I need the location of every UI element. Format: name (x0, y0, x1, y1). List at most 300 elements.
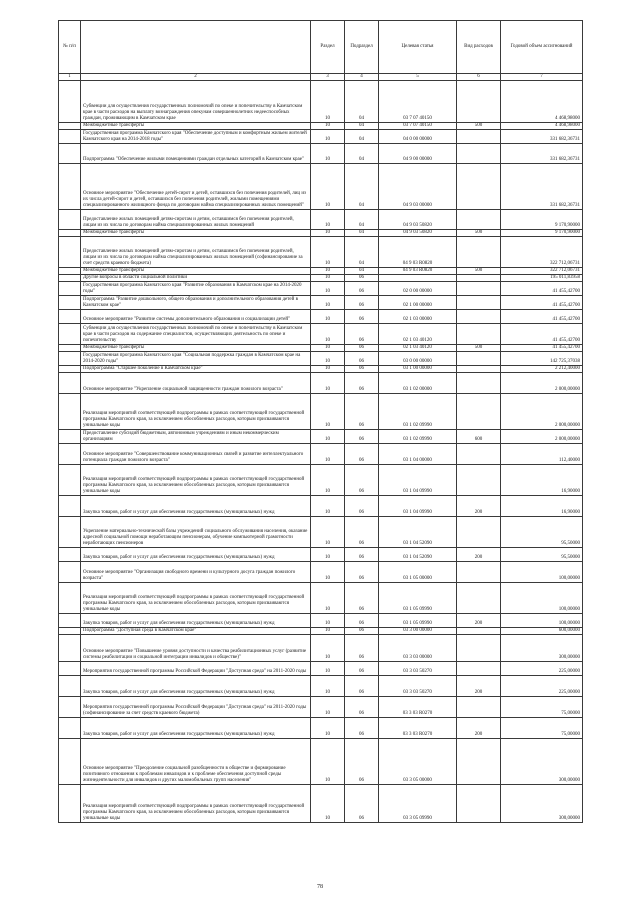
row-number-cell (59, 373, 81, 394)
row-subsection-cell: 06 (345, 562, 379, 583)
header-row (59, 21, 583, 74)
row-amount-cell: 4 468,98000 (501, 81, 583, 123)
table-row (59, 310, 583, 324)
column-number-row (59, 74, 583, 81)
col-header-amount: Годовой объем ассигнований (501, 21, 583, 74)
row-subsection-cell: 06 (345, 548, 379, 562)
row-expense-type-cell: 500 (457, 123, 501, 130)
row-section-cell: 10 (311, 81, 345, 123)
row-subsection-cell: 06 (345, 275, 379, 282)
row-amount-cell: 41 455,42700 (501, 310, 583, 324)
row-article-cell: 02 1 03 00000 (379, 310, 457, 324)
row-article-cell: 03 1 05 09990 (379, 583, 457, 614)
row-amount-cell: 16,90000 (501, 465, 583, 496)
row-subsection-cell: 04 (345, 81, 379, 123)
row-number-cell (59, 444, 81, 465)
row-number-cell (59, 517, 81, 548)
row-name-cell: Подпрограмма "Доступная среда в Камчатском крае" (81, 628, 311, 635)
column-number: 1 (59, 74, 81, 81)
row-number-cell (59, 785, 81, 823)
table-row (59, 614, 583, 628)
table-row (59, 324, 583, 345)
row-expense-type-cell (457, 366, 501, 373)
row-name-cell: Закупка товаров, работ и услуг для обеспечения государственных (муниципальных) нужд (81, 614, 311, 628)
row-number-cell (59, 662, 81, 676)
row-number-cell (59, 676, 81, 697)
row-amount-cell: 300,00000 (501, 739, 583, 785)
row-subsection-cell: 06 (345, 697, 379, 718)
row-name-cell: Государственная программа Камчатского края "Социальная поддержка граждан в Камчатском крае на 2014-2020 годы" (81, 352, 311, 366)
row-name-cell: Основное мероприятие "Обеспечение детей-сирот и детей, оставшихся без попечения родителей, лиц из их числа детей-сирот и детей, оставшихся без попечения родителей, жилыми помещениями специализированного жилищного фонда по договорам найма специализированных жилых помещений" (81, 164, 311, 210)
row-subsection-cell: 04 (345, 230, 379, 237)
row-expense-type-cell (457, 465, 501, 496)
col-header-section: Раздел (311, 21, 345, 74)
row-name-cell: Основное мероприятие "Организация свободного времени и культурного досуга граждан пожилого возраста" (81, 562, 311, 583)
row-section-cell: 10 (311, 123, 345, 130)
row-subsection-cell: 06 (345, 310, 379, 324)
row-article-cell: 03 3 03 R0270 (379, 718, 457, 739)
row-subsection-cell: 06 (345, 282, 379, 296)
col-header-expense-type: Вид расходов (457, 21, 501, 74)
row-article-cell: 04 9 03 R0820 (379, 268, 457, 275)
row-amount-cell: 322 712,06731 (501, 268, 583, 275)
row-amount-cell: 41 455,42700 (501, 282, 583, 296)
row-subsection-cell: 04 (345, 144, 379, 164)
row-name-cell: Подпрограмма "Развитие дошкольного, общего образования и дополнительного образования детей в Камчатском крае" (81, 296, 311, 310)
row-number-cell (59, 562, 81, 583)
row-name-cell: Закупка товаров, работ и услуг для обеспечения государственных (муниципальных) нужд (81, 676, 311, 697)
row-expense-type-cell (457, 583, 501, 614)
row-number-cell (59, 352, 81, 366)
column-number: 5 (379, 74, 457, 81)
row-section-cell: 10 (311, 268, 345, 275)
budget-table (58, 20, 583, 823)
row-name-cell: Основное мероприятие "Совершенствование коммуникационных связей и развитие интеллектуального потенциала граждан пожилого возраста" (81, 444, 311, 465)
row-name-cell: Предоставление жилых помещений детям-сиротам и детям, оставшимся без попечения родителей, лицам из их числа по договорам найма специализированных жилых помещений (софинансирование за счет средств краевого бюджета) (81, 237, 311, 268)
table-row (59, 676, 583, 697)
table-row (59, 548, 583, 562)
row-number-cell (59, 237, 81, 268)
row-section-cell: 10 (311, 352, 345, 366)
column-number: 6 (457, 74, 501, 81)
row-section-cell: 10 (311, 373, 345, 394)
row-expense-type-cell (457, 628, 501, 635)
row-expense-type-cell (457, 296, 501, 310)
row-amount-cell: 322 712,06731 (501, 237, 583, 268)
row-article-cell: 03 0 00 00000 (379, 352, 457, 366)
row-number-cell (59, 268, 81, 275)
row-expense-type-cell: 200 (457, 548, 501, 562)
row-article-cell: 02 1 03 40120 (379, 345, 457, 352)
col-header-subsection: Подраздел (345, 21, 379, 74)
table-row (59, 739, 583, 785)
table-row (59, 237, 583, 268)
row-article-cell: 04 9 00 00000 (379, 144, 457, 164)
table-row (59, 718, 583, 739)
row-section-cell: 10 (311, 697, 345, 718)
row-name-cell: Реализация мероприятий соответствующей подпрограммы в рамках соответствующей государственной программы Камчатского края, за исключением обособленных расходов, которым присваиваются уникальные коды (81, 785, 311, 823)
row-amount-cell: 100,00000 (501, 614, 583, 628)
table-row (59, 628, 583, 635)
row-section-cell: 10 (311, 444, 345, 465)
row-subsection-cell: 06 (345, 635, 379, 662)
row-subsection-cell: 06 (345, 430, 379, 444)
col-header-article: Целевая статья (379, 21, 457, 74)
row-amount-cell: 2 000,00000 (501, 430, 583, 444)
row-number-cell (59, 718, 81, 739)
column-number: 4 (345, 74, 379, 81)
column-number: 3 (311, 74, 345, 81)
row-expense-type-cell: 200 (457, 718, 501, 739)
row-section-cell: 10 (311, 785, 345, 823)
row-amount-cell: 9 170,90000 (501, 230, 583, 237)
row-amount-cell: 41 455,42700 (501, 324, 583, 345)
row-amount-cell: 112,40000 (501, 444, 583, 465)
row-name-cell: Межбюджетные трансферты (81, 123, 311, 130)
row-article-cell: 03 1 02 09990 (379, 430, 457, 444)
row-section-cell: 10 (311, 282, 345, 296)
row-article-cell: 04 9 03 50820 (379, 230, 457, 237)
row-expense-type-cell (457, 210, 501, 230)
table-row (59, 268, 583, 275)
row-subsection-cell: 06 (345, 662, 379, 676)
row-subsection-cell: 06 (345, 465, 379, 496)
row-subsection-cell: 06 (345, 614, 379, 628)
row-article-cell: 02 1 00 00000 (379, 296, 457, 310)
row-name-cell: Реализация мероприятий соответствующей подпрограммы в рамках соответствующей государственной программы Камчатского края, за исключением обособленных расходов, которым присваиваются уникальные коды (81, 465, 311, 496)
row-subsection-cell: 06 (345, 676, 379, 697)
row-expense-type-cell (457, 81, 501, 123)
row-article-cell: 03 7 07 40150 (379, 123, 457, 130)
row-section-cell: 10 (311, 739, 345, 785)
row-article-cell: 03 7 07 40150 (379, 81, 457, 123)
row-expense-type-cell (457, 635, 501, 662)
row-name-cell: Укрепление материально-технической базы учреждений социального обслуживания населения, оказание адресной социальной помощи неработающим пенсионерам, обучение компьютерной грамотности неработающих пенсионеров (81, 517, 311, 548)
row-section-cell: 10 (311, 144, 345, 164)
table-row (59, 562, 583, 583)
table-row (59, 345, 583, 352)
row-number-cell (59, 697, 81, 718)
row-number-cell (59, 635, 81, 662)
row-expense-type-cell (457, 517, 501, 548)
row-subsection-cell: 04 (345, 123, 379, 130)
row-expense-type-cell (457, 164, 501, 210)
row-article-cell: 04 0 00 00000 (379, 130, 457, 144)
row-name-cell: Мероприятия государственной программы Российской Федерации "Доступная среда" на 2011-2020 годы (софинансирование за счет средств краевого бюджета) (81, 697, 311, 718)
row-article-cell: 03 1 00 00000 (379, 366, 457, 373)
table-row (59, 697, 583, 718)
row-article-cell: 03 1 04 52090 (379, 517, 457, 548)
row-name-cell: Предоставление жилых помещений детям-сиротам и детям, оставшимся без попечения родителей, лицам из их числа по договорам найма специализированных жилых помещений (81, 210, 311, 230)
row-section-cell: 10 (311, 548, 345, 562)
row-article-cell: 03 3 03 R0270 (379, 697, 457, 718)
row-section-cell: 10 (311, 718, 345, 739)
row-expense-type-cell (457, 352, 501, 366)
row-subsection-cell: 06 (345, 296, 379, 310)
row-section-cell: 10 (311, 635, 345, 662)
row-section-cell: 10 (311, 394, 345, 430)
table-row (59, 282, 583, 296)
row-section-cell: 10 (311, 562, 345, 583)
row-amount-cell: 100,00000 (501, 583, 583, 614)
row-expense-type-cell (457, 237, 501, 268)
row-section-cell: 10 (311, 496, 345, 517)
row-subsection-cell: 06 (345, 583, 379, 614)
row-number-cell (59, 210, 81, 230)
row-number-cell (59, 394, 81, 430)
row-article-cell: 03 1 02 00000 (379, 373, 457, 394)
row-article-cell: 03 1 02 09990 (379, 394, 457, 430)
row-section-cell: 10 (311, 583, 345, 614)
row-expense-type-cell (457, 130, 501, 144)
row-name-cell: Мероприятия государственной программы Российской Федерации "Доступная среда" на 2011-2020 годы (81, 662, 311, 676)
row-article-cell: 03 3 03 50270 (379, 662, 457, 676)
row-article-cell: 03 3 00 00000 (379, 628, 457, 635)
table-row (59, 444, 583, 465)
row-article-cell: 04 9 03 50820 (379, 210, 457, 230)
table-row (59, 123, 583, 130)
row-number-cell (59, 324, 81, 345)
row-expense-type-cell (457, 275, 501, 282)
row-section-cell: 10 (311, 614, 345, 628)
table-row (59, 130, 583, 144)
table-row (59, 144, 583, 164)
row-expense-type-cell: 200 (457, 614, 501, 628)
row-amount-cell: 600,00000 (501, 628, 583, 635)
table-row (59, 352, 583, 366)
table-row (59, 517, 583, 548)
table-body (59, 81, 583, 823)
table-row (59, 662, 583, 676)
row-subsection-cell: 06 (345, 718, 379, 739)
table-row (59, 230, 583, 237)
row-number-cell (59, 430, 81, 444)
table-row (59, 366, 583, 373)
row-subsection-cell: 06 (345, 352, 379, 366)
row-name-cell: Основное мероприятие "Укрепление социальной защищенности граждан пожилого возраста" (81, 373, 311, 394)
row-section-cell: 10 (311, 430, 345, 444)
row-number-cell (59, 614, 81, 628)
row-article-cell: 02 1 03 40120 (379, 324, 457, 345)
row-number-cell (59, 282, 81, 296)
row-name-cell: Межбюджетные трансферты (81, 268, 311, 275)
row-amount-cell: 225,00000 (501, 662, 583, 676)
row-amount-cell: 75,00000 (501, 697, 583, 718)
row-name-cell: Субвенции для осуществления государственных полномочий по опеке и попечительству в Камчатском крае в части расходов на содержание специалистов, осуществляющих деятельность по опеке и попечительству (81, 324, 311, 345)
row-amount-cell: 2 000,00000 (501, 394, 583, 430)
table-row (59, 275, 583, 282)
row-expense-type-cell: 600 (457, 430, 501, 444)
row-number-cell (59, 296, 81, 310)
col-header-num: № п/п (59, 21, 81, 74)
row-name-cell: Межбюджетные трансферты (81, 230, 311, 237)
row-name-cell: Реализация мероприятий соответствующей подпрограммы в рамках соответствующей государственной программы Камчатского края, за исключением обособленных расходов, которым присваиваются уникальные коды (81, 394, 311, 430)
row-section-cell: 10 (311, 366, 345, 373)
page-number: 78 (317, 884, 323, 890)
row-subsection-cell: 06 (345, 517, 379, 548)
row-section-cell: 10 (311, 662, 345, 676)
row-amount-cell: 2 000,00000 (501, 373, 583, 394)
row-name-cell: Основное мероприятие "Повышение уровня доступности и качества реабилитационных услуг (развитие системы реабилитации и социальной интеграции инвалидов и обществе)" (81, 635, 311, 662)
row-name-cell: Основное мероприятие "Преодоление социальной разобщенности в обществе и формирование позитивного отношения к проблемам инвалидов и к проблеме обеспечения доступной среды жизнедеятельности для инвалидов и других маломобильных групп населения" (81, 739, 311, 785)
row-expense-type-cell (457, 373, 501, 394)
row-expense-type-cell (457, 394, 501, 430)
row-section-cell: 10 (311, 130, 345, 144)
row-expense-type-cell (457, 739, 501, 785)
row-subsection-cell: 06 (345, 628, 379, 635)
row-amount-cell: 75,00000 (501, 718, 583, 739)
row-amount-cell: 300,00000 (501, 785, 583, 823)
row-subsection-cell: 06 (345, 785, 379, 823)
row-article-cell: 03 3 05 09990 (379, 785, 457, 823)
row-number-cell (59, 366, 81, 373)
row-name-cell: Подпрограмма "Старшее поколение в Камчатском крае" (81, 366, 311, 373)
row-subsection-cell: 06 (345, 324, 379, 345)
row-number-cell (59, 130, 81, 144)
row-article-cell: 03 1 04 09990 (379, 496, 457, 517)
row-subsection-cell: 04 (345, 210, 379, 230)
row-number-cell (59, 345, 81, 352)
table-row (59, 296, 583, 310)
table-row (59, 81, 583, 123)
row-name-cell: Основное мероприятие "Развитие системы дополнительного образования и социализации детей" (81, 310, 311, 324)
row-section-cell: 10 (311, 517, 345, 548)
row-subsection-cell: 04 (345, 130, 379, 144)
row-amount-cell: 142 725,37038 (501, 352, 583, 366)
row-subsection-cell: 06 (345, 739, 379, 785)
row-name-cell: Государственная программа Камчатского края "Обеспечение доступным и комфортным жильем жителей Камчатского края на 2014-2018 годы" (81, 130, 311, 144)
row-name-cell: Закупка товаров, работ и услуг для обеспечения государственных (муниципальных) нужд (81, 548, 311, 562)
table-row (59, 635, 583, 662)
row-name-cell: Государственная программа Камчатского края "Развитие образования в Камчатском крае на 2014-2020 годы" (81, 282, 311, 296)
row-section-cell: 10 (311, 324, 345, 345)
row-expense-type-cell (457, 144, 501, 164)
row-expense-type-cell: 200 (457, 496, 501, 517)
row-section-cell: 10 (311, 237, 345, 268)
row-number-cell (59, 230, 81, 237)
row-subsection-cell: 06 (345, 345, 379, 352)
row-article-cell: 02 0 00 00000 (379, 282, 457, 296)
row-number-cell (59, 583, 81, 614)
row-amount-cell: 95,50000 (501, 548, 583, 562)
row-article-cell (379, 275, 457, 282)
table-row (59, 785, 583, 823)
row-name-cell: Межбюджетные трансферты (81, 345, 311, 352)
row-number-cell (59, 81, 81, 123)
row-amount-cell: 225,00000 (501, 676, 583, 697)
col-header-name (81, 21, 311, 74)
row-article-cell: 03 3 05 00000 (379, 739, 457, 785)
row-subsection-cell: 04 (345, 237, 379, 268)
row-subsection-cell: 04 (345, 268, 379, 275)
row-number-cell (59, 628, 81, 635)
row-amount-cell: 95,50000 (501, 517, 583, 548)
row-expense-type-cell (457, 697, 501, 718)
row-number-cell (59, 739, 81, 785)
column-number: 2 (81, 74, 311, 81)
row-amount-cell: 100,00000 (501, 562, 583, 583)
row-amount-cell: 300,00000 (501, 635, 583, 662)
row-number-cell (59, 275, 81, 282)
row-article-cell: 04 9 03 R0820 (379, 237, 457, 268)
row-expense-type-cell (457, 324, 501, 345)
row-number-cell (59, 144, 81, 164)
column-number: 7 (501, 74, 583, 81)
row-section-cell: 10 (311, 210, 345, 230)
row-number-cell (59, 496, 81, 517)
row-expense-type-cell (457, 662, 501, 676)
row-section-cell: 10 (311, 345, 345, 352)
row-name-cell: Подпрограмма "Обеспечение жилыми помещениями граждан отдельных категорий в Камчатском крае" (81, 144, 311, 164)
table-row (59, 430, 583, 444)
row-section-cell: 10 (311, 676, 345, 697)
row-name-cell: Другие вопросы в области социальной политики (81, 275, 311, 282)
row-amount-cell: 331 682,36731 (501, 164, 583, 210)
row-amount-cell: 16,90000 (501, 496, 583, 517)
table-row (59, 496, 583, 517)
row-article-cell: 03 1 04 09990 (379, 465, 457, 496)
row-amount-cell: 195 011,83958 (501, 275, 583, 282)
row-expense-type-cell (457, 785, 501, 823)
row-section-cell: 10 (311, 465, 345, 496)
row-section-cell: 10 (311, 275, 345, 282)
row-subsection-cell: 06 (345, 444, 379, 465)
row-number-cell (59, 123, 81, 130)
row-name-cell: Реализация мероприятий соответствующей подпрограммы в рамках соответствующей государственной программы Камчатского края, за исключением обособленных расходов, которым присваиваются уникальные коды (81, 583, 311, 614)
row-article-cell: 03 1 04 00000 (379, 444, 457, 465)
row-name-cell: Субвенции для осуществления государственных полномочий по опеке и попечительству в Камчатском крае в части расходов на выплату вознаграждения опекунам совершеннолетних недееспособных граждан, проживающим в Камчатском крае (81, 81, 311, 123)
table-row (59, 210, 583, 230)
table-row (59, 373, 583, 394)
row-article-cell: 03 3 03 00000 (379, 635, 457, 662)
row-number-cell (59, 465, 81, 496)
row-name-cell: Предоставление субсидий бюджетным, автономным учреждениям и иным некоммерческим организациям (81, 430, 311, 444)
row-subsection-cell: 06 (345, 394, 379, 430)
row-number-cell (59, 164, 81, 210)
row-subsection-cell: 06 (345, 366, 379, 373)
row-article-cell: 03 1 05 00000 (379, 562, 457, 583)
row-article-cell: 03 1 04 52090 (379, 548, 457, 562)
row-subsection-cell: 04 (345, 164, 379, 210)
table-row (59, 394, 583, 430)
row-article-cell: 04 9 03 00000 (379, 164, 457, 210)
row-number-cell (59, 310, 81, 324)
row-subsection-cell: 06 (345, 496, 379, 517)
row-expense-type-cell: 500 (457, 268, 501, 275)
row-expense-type-cell (457, 444, 501, 465)
row-article-cell: 03 1 05 09990 (379, 614, 457, 628)
row-name-cell: Закупка товаров, работ и услуг для обеспечения государственных (муниципальных) нужд (81, 496, 311, 517)
row-section-cell: 10 (311, 296, 345, 310)
row-expense-type-cell (457, 282, 501, 296)
row-section-cell: 10 (311, 310, 345, 324)
row-expense-type-cell: 200 (457, 676, 501, 697)
row-subsection-cell: 06 (345, 373, 379, 394)
row-amount-cell: 331 682,36731 (501, 130, 583, 144)
row-section-cell: 10 (311, 164, 345, 210)
row-amount-cell: 9 170,90000 (501, 210, 583, 230)
row-expense-type-cell: 500 (457, 345, 501, 352)
row-section-cell: 10 (311, 628, 345, 635)
table-row (59, 164, 583, 210)
row-amount-cell: 4 468,98000 (501, 123, 583, 130)
row-amount-cell: 41 455,42700 (501, 345, 583, 352)
row-amount-cell: 41 455,42700 (501, 296, 583, 310)
row-amount-cell: 331 682,36731 (501, 144, 583, 164)
row-expense-type-cell (457, 562, 501, 583)
row-article-cell: 03 3 03 50270 (379, 676, 457, 697)
row-number-cell (59, 548, 81, 562)
